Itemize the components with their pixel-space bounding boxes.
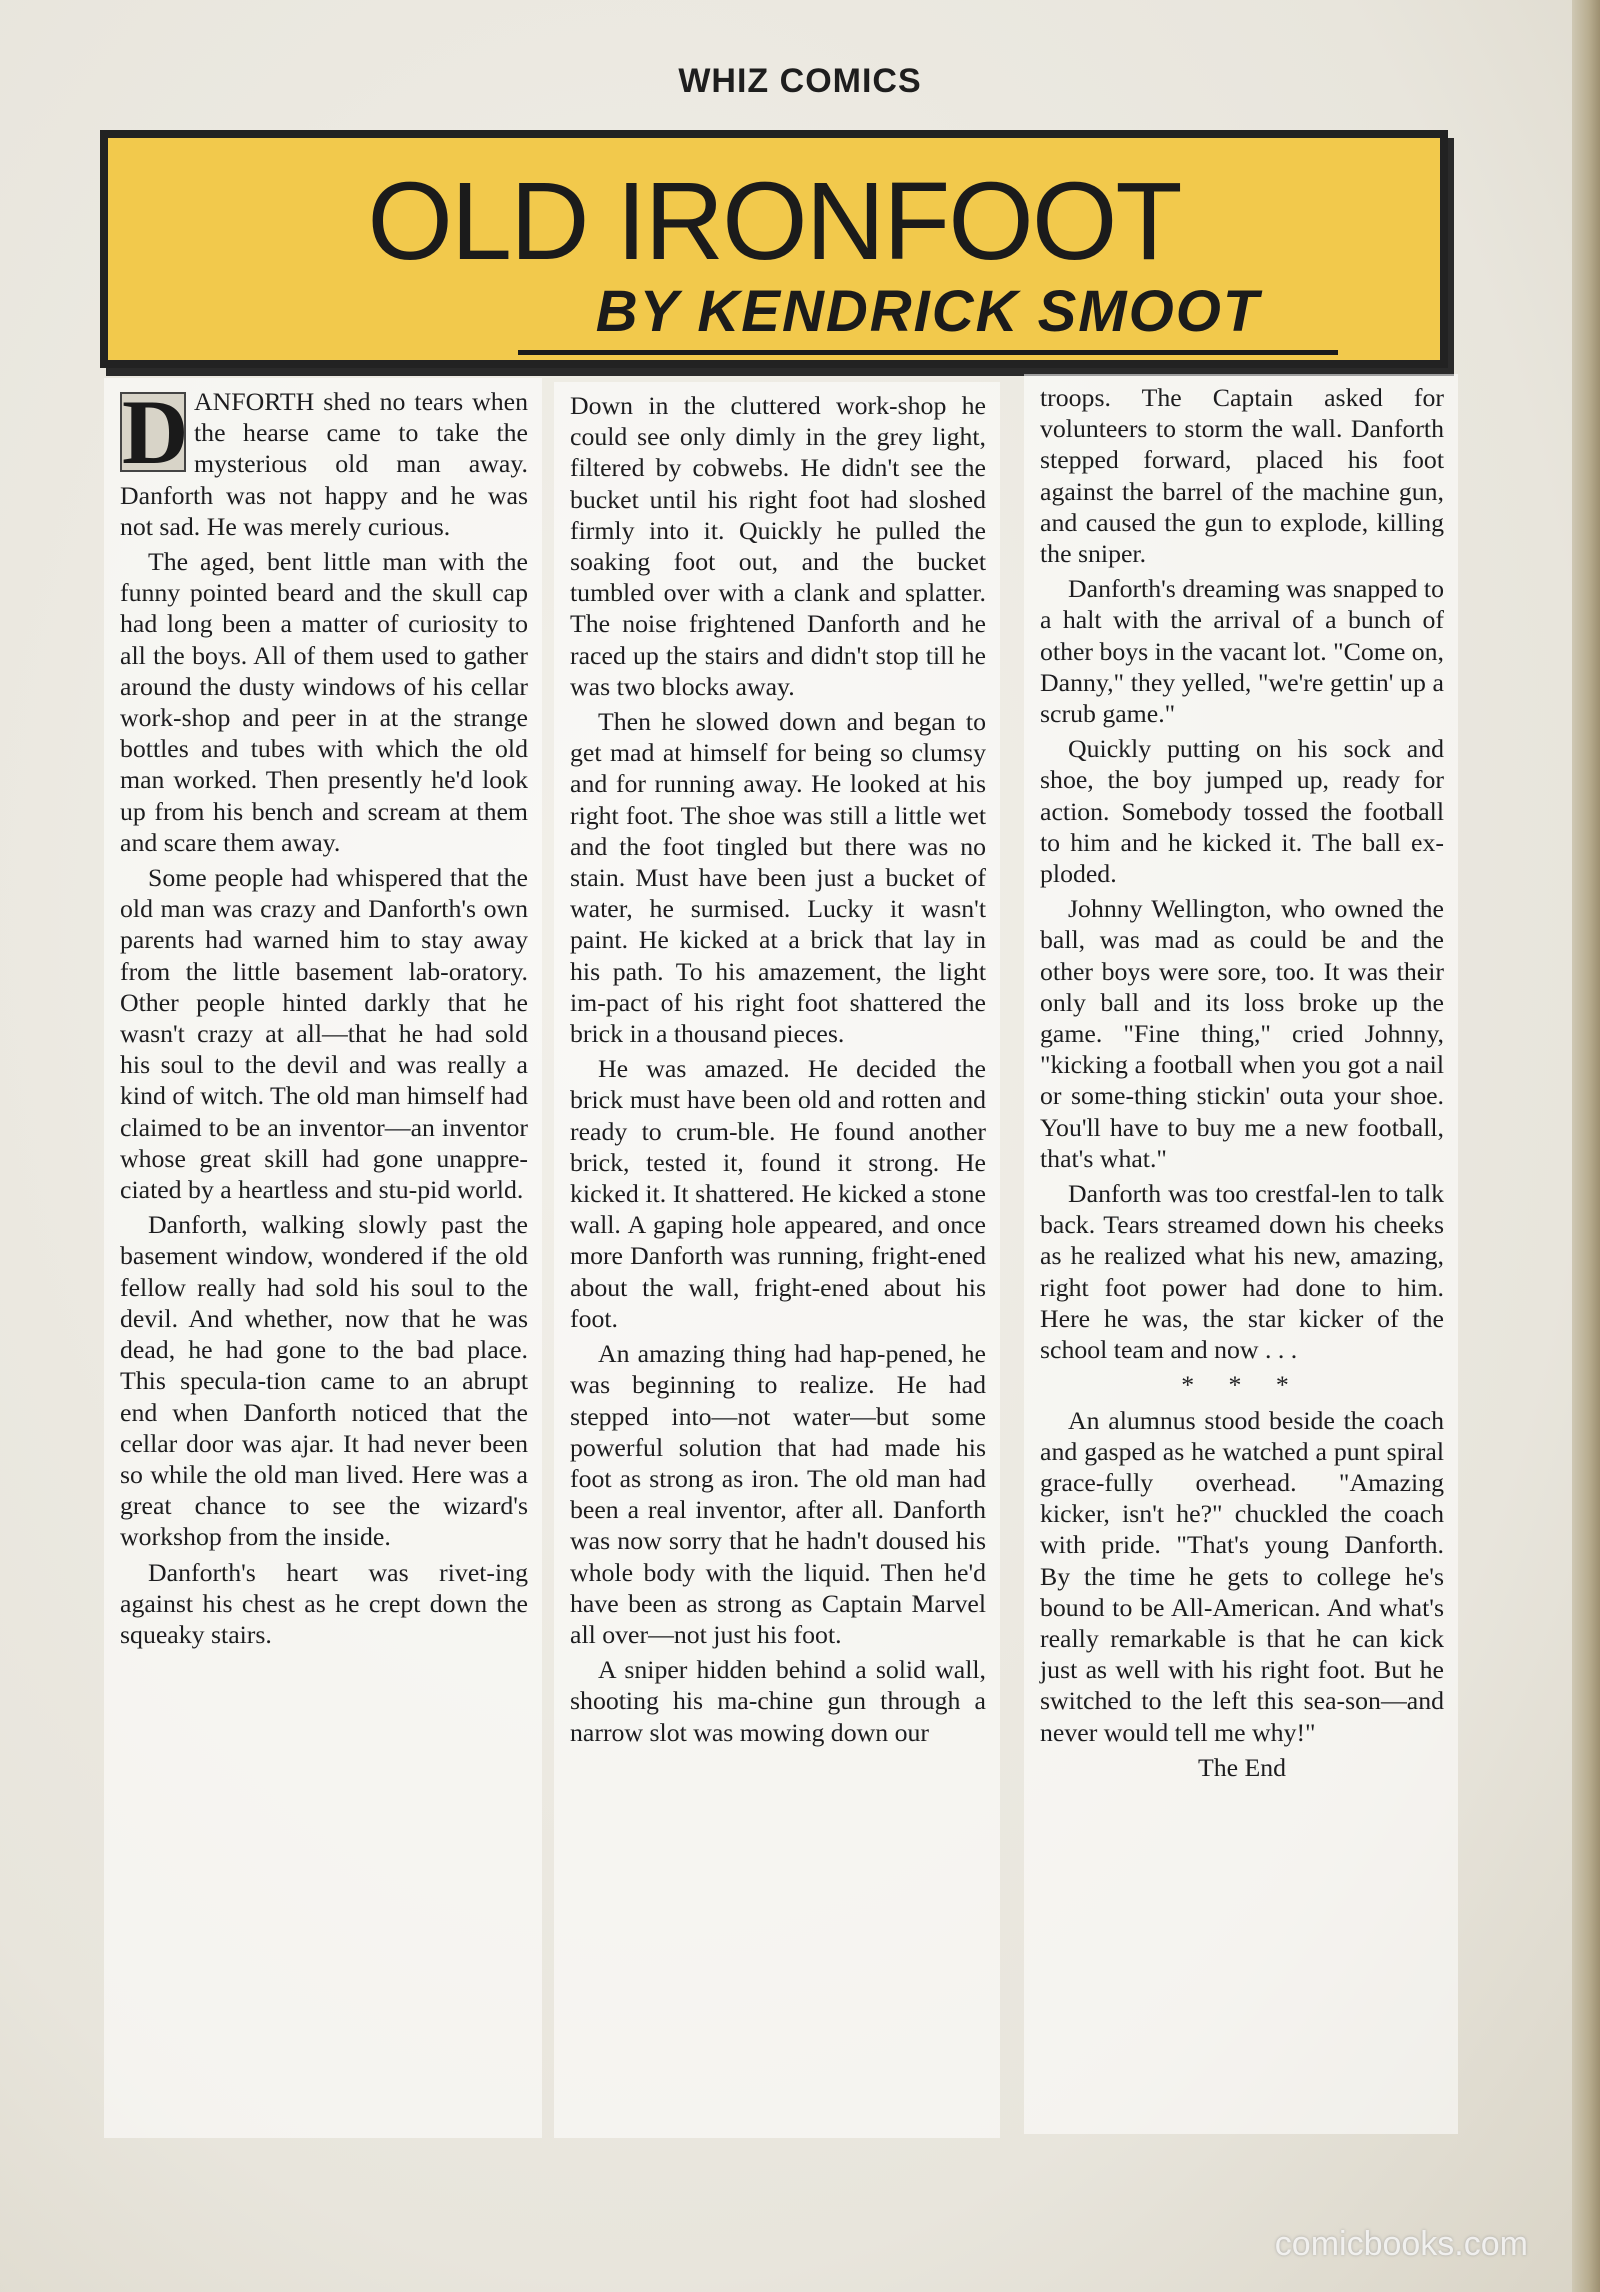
text-column-3 (1024, 374, 1458, 2134)
story-title: OLD IRONFOOT (367, 160, 1181, 283)
paragraph: Down in the cluttered work-shop he could see only dimly in the grey light, filtered by cobwebs. He didn't see the bucket until his right foot had sloshed firmly into it. Quickly he pulled the soaking foot out, and the bucket tumbled over with a clank and splatter. The noise frightened Danforth and he raced up the stairs and didn't stop till he was two blocks away. (570, 391, 986, 701)
site-watermark: comicbooks.com (1274, 2225, 1528, 2263)
paragraph: The aged, bent little man with the funny pointed beard and the skull cap had long been a matter of curiosity to all the boys. All of them used to gather around the dusty windows of his cellar work-shop and peer in at the strange bottles and tubes with which the old man worked. Then presently he'd look up from his bench and scream at them and scare them away. (120, 547, 528, 857)
text-column-2 (554, 382, 1000, 2138)
page-spine (1572, 0, 1600, 2292)
paragraph: He was amazed. He decided the brick must have been old and rotten and ready to crum-ble. He found another brick, tested it, found it strong. He kicked it. It shattered. He kicked a stone wall. A gaping hole appeared, and once more Danforth was running, fright-ened about the wall, fright-ened about his foot. (570, 1054, 986, 1333)
paragraph: ANFORTH shed no tears when the hearse came to take the mysterious old man away. Danforth was not happy and he was not sad. He was merely curious. (120, 387, 528, 541)
paragraph: troops. The Captain asked for volunteers to storm the wall. Danforth stepped forward, placed his foot against the barrel of the machine gun, and caused the gun to explode, killing the sniper. (1040, 383, 1444, 569)
byline-underline (518, 350, 1338, 355)
title-panel (100, 130, 1448, 368)
paragraph: Then he slowed down and began to get mad at himself for being so clumsy and for running away. He looked at his right foot. The shoe was still a little wet and the foot tingled but there was no stain. Must have been just a bucket of water, he surmised. Lucky it wasn't paint. He kicked at a brick that lay in his path. To his amazement, the light im-pact of his right foot shattered the brick in a thousand pieces. (570, 707, 986, 1049)
paragraph: Johnny Wellington, who owned the ball, was mad as could be and the other boys were sore, too. It was their only ball and its loss broke up the game. "Fine thing," cried Johnny, "kicking a football when you got a nail or some-thing stickin' outa your shoe. You'll have to buy me a new football, that's what." (1040, 894, 1444, 1173)
paragraph: An alumnus stood beside the coach and gasped as he watched a punt spiral grace-fully overhead. "Amazing kicker, isn't he?" chuckled the coach with pride. "That's young Danforth. By the time he gets to college he's bound to be All-American. And what's really remarkable is that he can kick just as well with his right foot. But he switched to the left this sea-son—and never would tell me why!" (1040, 1405, 1444, 1747)
drop-cap: D (122, 381, 189, 483)
paragraph: Danforth's heart was rivet-ing against his chest as he crept down the squeaky stairs. (120, 1557, 528, 1649)
running-head: WHIZ COMICS (678, 62, 922, 100)
paragraph: Danforth's dreaming was snapped to a halt with the arrival of a bunch of other boys in the vacant lot. "Come on, Danny," they yelled, "we're gettin' up a scrub game." (1040, 574, 1444, 729)
paragraph: Quickly putting on his sock and shoe, the boy jumped up, ready for action. Somebody tossed the football to him and he kicked it. The ball ex-ploded. (1040, 734, 1444, 889)
paragraph: Some people had whispered that the old man was crazy and Danforth's own parents had warned him to stay away from the little basement lab-oratory. Other people hinted darkly that he wasn't crazy at all—that he had sold his soul to the devil and was really a kind of witch. The old man himself had claimed to be an inventor—an inventor whose great skill had gone unappre-ciated by a heartless and stu-pid world. (120, 863, 528, 1205)
section-break: * * * (1181, 1370, 1303, 1400)
paragraph: Danforth was too crestfal-len to talk back. Tears streamed down his cheeks as he realized what his new, amazing, right foot power had done to him. Here he was, the star kicker of the school team and now . . . (1040, 1179, 1444, 1365)
paragraph: Danforth, walking slowly past the basement window, wondered if the old fellow really had sold his soul to the devil. And whether, now that he was dead, he had gone to the bad place. This specula-tion came to an abrupt end when Danforth noticed that the cellar door was ajar. It had never been so while the old man lived. Here was a great chance to see the wizard's workshop from the inside. (120, 1210, 528, 1552)
the-end: The End (1197, 1752, 1287, 1782)
text-column-1 (104, 378, 542, 2138)
paragraph: An amazing thing had hap-pened, he was beginning to realize. He had stepped into—not water—but some powerful solution that had made his foot as strong as iron. The old man had been a real inventor, after all. Danforth was now sorry that he hadn't doused his whole body with the liquid. Then he'd have been as strong as Captain Marvel all over—not just his foot. (570, 1339, 986, 1649)
story-byline: BY KENDRICK SMOOT (595, 279, 1261, 344)
paragraph: A sniper hidden behind a solid wall, shooting his ma-chine gun through a narrow slot was mowing down our (570, 1655, 986, 1747)
